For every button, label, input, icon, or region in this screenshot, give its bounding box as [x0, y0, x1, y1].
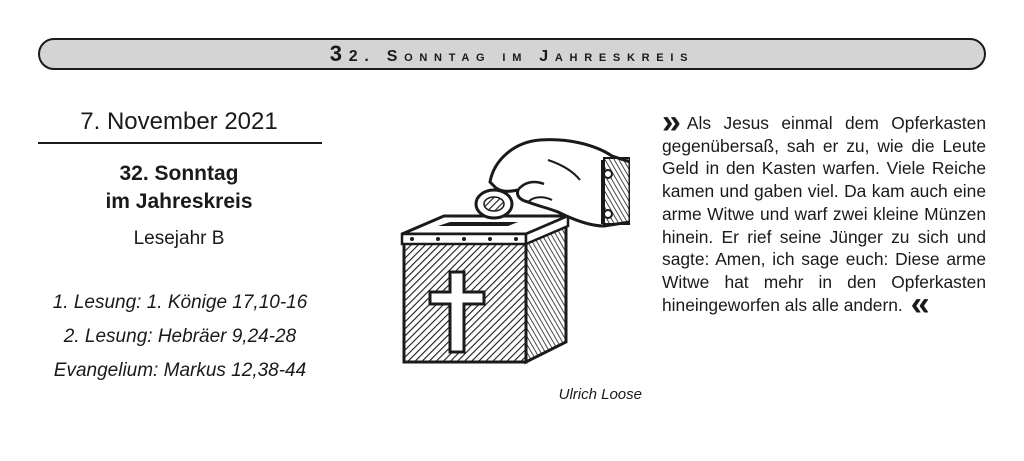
sunday-title	[38, 160, 320, 216]
quote-text: Als Jesus einmal dem Opferkasten gegenübersaß, sah er zu, wie die Leute Geld in den Kasten warfen. Viele Reiche kamen und gaben viel. Da kam auch eine arme Witwe und warf zwei kleine Münzen hinein. Er rief seine Jünger zu sich und sagte: Amen, ich sage euch: Diese arme Witwe hat mehr in den Opferkasten hineingeworfen als alle andern.	[662, 113, 986, 315]
reading-item-gospel: Evangelium: Markus 12,38-44	[53, 360, 307, 381]
title-banner	[38, 38, 986, 70]
quote-close-mark: «	[910, 284, 926, 323]
offering-box-illustration-icon	[398, 130, 630, 370]
gospel-quote	[662, 103, 986, 323]
illustration-credit: Ulrich Loose	[558, 386, 642, 403]
reading-item-second: 2. Lesung: Hebräer 9,24-28	[63, 326, 297, 347]
date-heading: 7. November 2021	[80, 108, 278, 135]
reading-year: Lesejahr B	[133, 228, 225, 249]
readings-list	[30, 286, 330, 388]
sunday-title-line2: im Jahreskreis	[105, 190, 253, 213]
reading-item-first: 1. Lesung: 1. Könige 17,10-16	[52, 292, 308, 313]
date-divider	[38, 142, 322, 144]
quote-open-mark: »	[662, 103, 677, 141]
sunday-title-line1: 32. Sonntag	[119, 162, 239, 185]
banner-title: 32. Sonntag im Jahreskreis	[329, 41, 695, 66]
